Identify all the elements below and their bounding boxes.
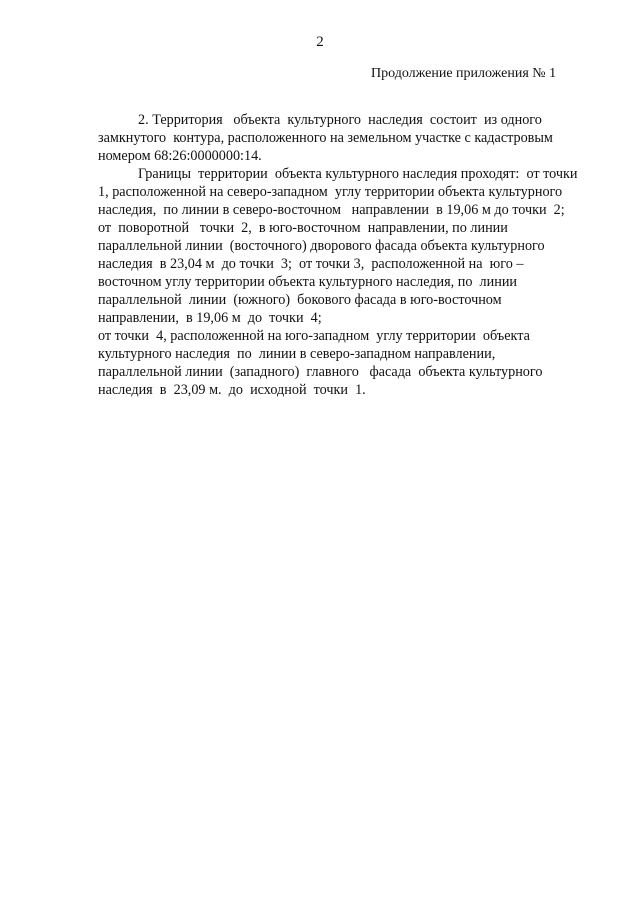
paragraph-2-line: от точки 4, расположенной на юго-западном углу территории объекта [98,328,530,344]
paragraph-1-line: номером 68:26:0000000:14. [98,148,262,164]
paragraph-2-line: 1, расположенной на северо-западном углу территории объекта культурного [98,184,563,200]
document-body [98,111,603,399]
paragraph-2-line: культурного наследия по линии в северо-западном направлении, [98,346,496,362]
paragraph-2-line: от поворотной точки 2, в юго-восточном направлении, по линии [98,220,508,236]
paragraph-2-line: наследия, по линии в северо-восточном направлении в 19,06 м до точки 2; [98,202,565,218]
paragraph-2-line: параллельной линии (восточного) дворового фасада объекта культурного [98,238,545,254]
paragraph-2-line: параллельной линии (южного) бокового фасада в юго-восточном [98,292,502,308]
paragraph-2-line: параллельной линии (западного) главного фасада объекта культурного [98,364,543,380]
page-number: 2 [316,34,324,50]
paragraph-2-line: Границы территории объекта культурного наследия проходят: от точки [138,166,578,182]
paragraph-1-line: замкнутого контура, расположенного на земельном участке с кадастровым [98,130,553,146]
paragraph-2-line: наследия в 23,04 м до точки 3; от точки 3, расположенной на юго – [98,256,524,272]
paragraph-2-line: наследия в 23,09 м. до исходной точки 1. [98,382,366,398]
paragraph-1-line: 2. Территория объекта культурного наследия состоит из одного [138,112,542,128]
paragraph-2-line: направлении, в 19,06 м до точки 4; [98,310,322,326]
paragraph-2-line: восточном углу территории объекта культурного наследия, по линии [98,274,517,290]
continuation-label: Продолжение приложения № 1 [371,66,557,81]
